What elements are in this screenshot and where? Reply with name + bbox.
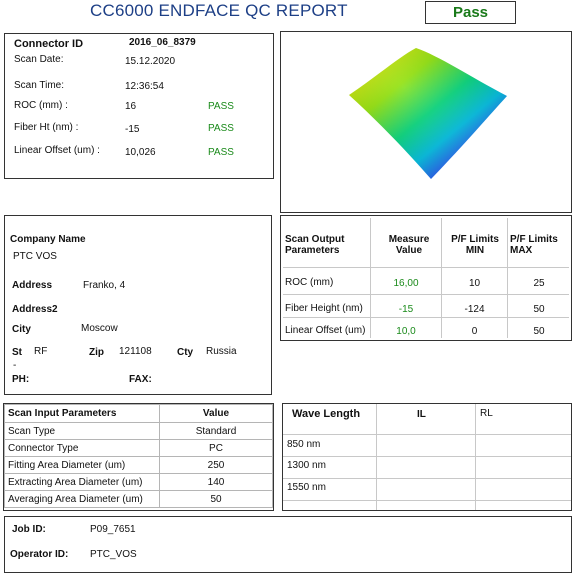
fiber-height-value: -15	[125, 124, 140, 135]
scan-input-value: 250	[160, 457, 273, 474]
company-panel	[4, 215, 272, 395]
fiber-height-status: PASS	[208, 123, 234, 134]
scan-output-row-name: ROC (mm)	[285, 277, 334, 288]
linear-offset-status: PASS	[208, 147, 234, 158]
scan-input-value: PC	[160, 440, 273, 457]
surface-3d-panel	[280, 31, 572, 213]
fiber-height-label: Fiber Ht (nm) :	[14, 122, 79, 133]
address-value: Franko, 4	[83, 280, 126, 291]
scan-output-row-max: 25	[533, 278, 545, 289]
scan-output-header-measure: Measure Value	[388, 234, 430, 256]
zip-value: 121108	[119, 346, 152, 357]
job-id-value: P09_7651	[90, 524, 136, 535]
wave-length-header: Wave Length	[292, 408, 361, 420]
job-panel	[4, 516, 572, 573]
scan-output-header-param: Scan Output Parameters	[285, 234, 345, 256]
scan-input-name: Extracting Area Diameter (um)	[5, 474, 160, 491]
table-row	[5, 423, 273, 440]
report-title: CC6000 ENDFACE QC REPORT	[90, 1, 348, 20]
scan-input-name: Scan Type	[5, 423, 160, 440]
scan-output-row-max: 50	[533, 326, 545, 337]
scan-output-row-name: Linear Offset (um)	[285, 325, 366, 336]
roc-value: 16	[125, 101, 137, 112]
state-value: RF	[34, 346, 48, 357]
scan-output-row-min: 0	[471, 326, 478, 337]
scan-input-table	[4, 404, 273, 508]
connector-info-panel	[4, 33, 274, 179]
linear-offset-value: 10,026	[125, 147, 156, 158]
scan-input-name: Averaging Area Diameter (um)	[5, 491, 160, 508]
job-id-label: Job ID:	[12, 524, 46, 535]
scan-output-row-value: 10,0	[396, 326, 416, 337]
state-dash: -	[13, 360, 17, 371]
scan-input-value: 140	[160, 474, 273, 491]
company-name-label: Company Name	[10, 234, 86, 245]
scan-input-panel	[3, 403, 274, 511]
operator-id-value: PTC_VOS	[90, 549, 137, 560]
table-row	[5, 491, 273, 508]
surface-3d-plot	[281, 32, 571, 212]
scan-time-value: 12:36:54	[125, 81, 164, 92]
scan-output-row-min: -124	[464, 304, 485, 315]
table-row	[5, 405, 273, 423]
rl-header: RL	[480, 408, 493, 419]
operator-id-label: Operator ID:	[10, 549, 69, 560]
scan-time-label: Scan Time:	[14, 80, 65, 91]
wave-length-panel	[282, 403, 572, 511]
scan-output-row-value: 16,00	[393, 278, 419, 289]
scan-output-header-min: P/F Limits MIN	[451, 234, 499, 256]
table-row	[5, 457, 273, 474]
zip-label: Zip	[89, 347, 104, 358]
connector-id-value: 2016_06_8379	[129, 37, 196, 48]
scan-output-row-min: 10	[468, 278, 481, 289]
city-value: Moscow	[81, 323, 118, 334]
address-label: Address	[12, 280, 53, 291]
address2-label: Address2	[12, 304, 58, 315]
phone-label: PH:	[12, 374, 30, 385]
table-row	[5, 440, 273, 457]
scan-input-value: Standard	[160, 423, 273, 440]
scan-date-label: Scan Date:	[14, 54, 64, 65]
roc-status: PASS	[208, 101, 234, 112]
linear-offset-label: Linear Offset (um) :	[14, 145, 100, 156]
scan-output-header-max: P/F Limits MAX	[510, 234, 558, 256]
wave-length-row: 1300 nm	[287, 460, 326, 471]
country-label: Cty	[177, 347, 194, 358]
scan-output-row-max: 50	[533, 304, 545, 315]
company-name-value: PTC VOS	[13, 251, 57, 262]
country-value: Russia	[206, 346, 237, 357]
table-row	[5, 474, 273, 491]
il-header: IL	[417, 409, 426, 420]
city-label: City	[12, 324, 31, 335]
fax-label: FAX:	[129, 374, 152, 385]
connector-id-label: Connector ID	[14, 38, 84, 50]
scan-output-panel	[280, 215, 572, 341]
scan-date-value: 15.12.2020	[125, 56, 176, 67]
result-badge: Pass	[425, 1, 516, 24]
scan-output-row-value: -15	[398, 304, 414, 315]
roc-label: ROC (mm) :	[14, 100, 68, 111]
wave-length-row: 850 nm	[287, 439, 321, 450]
scan-input-name: Fitting Area Diameter (um)	[5, 457, 160, 474]
scan-input-header-param: Scan Input Parameters	[5, 405, 160, 423]
scan-input-header-value: Value	[160, 405, 273, 423]
scan-output-row-name: Fiber Height (nm)	[285, 303, 363, 314]
scan-input-name: Connector Type	[5, 440, 160, 457]
scan-input-value: 50	[160, 491, 273, 508]
wave-length-row: 1550 nm	[287, 482, 326, 493]
state-label: St	[12, 347, 22, 358]
